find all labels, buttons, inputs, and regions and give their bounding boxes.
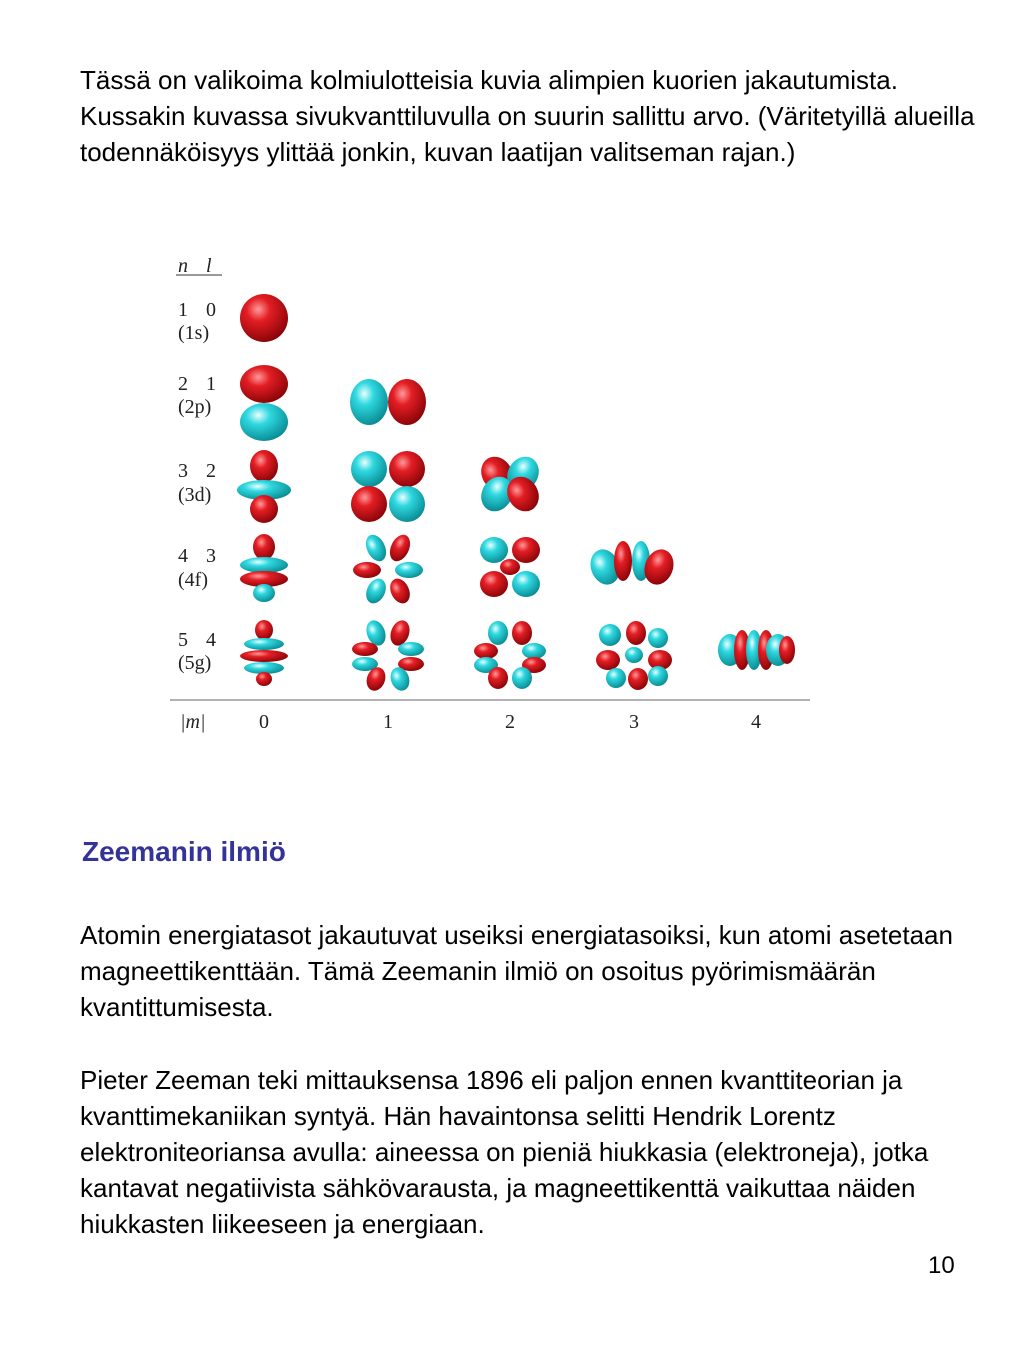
svg-text:3: 3 <box>206 545 216 567</box>
m-label-2: 2 <box>505 711 515 733</box>
orbital-2p-m1 <box>350 379 426 425</box>
svg-text:1: 1 <box>178 299 188 321</box>
row-label-5g <box>178 629 216 674</box>
page-number: 10 <box>928 1252 955 1279</box>
svg-text:0: 0 <box>206 299 216 321</box>
section-heading: Zeemanin ilmiö <box>82 836 286 867</box>
orbital-1s-m0 <box>240 294 288 342</box>
svg-text:2: 2 <box>178 373 188 395</box>
svg-text:(4f): (4f) <box>178 569 208 591</box>
orbital-4f-m0 <box>240 534 288 602</box>
orbital-3d-m0 <box>237 450 291 523</box>
m-label-1: 1 <box>383 711 393 733</box>
orbital-4f-m2 <box>480 537 540 597</box>
svg-text:(1s): (1s) <box>178 322 210 344</box>
orbital-4f-m3 <box>586 541 679 589</box>
row-label-3d <box>178 460 216 506</box>
svg-text:5: 5 <box>178 629 188 651</box>
orbital-5g-m2 <box>474 621 546 689</box>
svg-text:2: 2 <box>206 460 216 482</box>
orbital-3d-m2 <box>475 451 545 517</box>
orbital-5g-m1 <box>352 618 424 694</box>
header-l: l <box>206 255 212 277</box>
orbital-2p-m0 <box>240 365 288 441</box>
svg-text:3: 3 <box>178 460 188 482</box>
svg-text:1: 1 <box>206 373 216 395</box>
m-label-0: 0 <box>259 711 269 733</box>
m-axis-label: |m| <box>180 711 206 733</box>
orbital-diagram <box>160 245 820 745</box>
svg-text:(5g): (5g) <box>178 652 212 674</box>
m-label-4: 4 <box>751 711 761 733</box>
svg-text:(3d): (3d) <box>178 484 212 506</box>
body-paragraph-1: Atomin energiatasot jakautuvat useiksi energiatasoiksi, kun atomi asetetaan magneettikenttään. Tämä Zeemanin ilmiö on osoitus pyörimismäärän kvantittumisesta. <box>80 920 953 1022</box>
orbital-3d-m1 <box>351 451 425 522</box>
orbital-figure <box>160 245 820 745</box>
row-label-2p <box>178 373 216 418</box>
svg-text:(2p): (2p) <box>178 396 212 418</box>
row-label-1s <box>178 299 216 344</box>
orbital-5g-m3 <box>596 621 672 690</box>
orbital-5g-m0 <box>240 620 288 686</box>
orbital-5g-m4 <box>718 630 795 670</box>
m-label-3: 3 <box>629 711 639 733</box>
svg-text:4: 4 <box>206 629 216 651</box>
body-paragraph-2: Pieter Zeeman teki mittauksensa 1896 eli paljon ennen kvanttiteorian ja kvanttimekaniikan syntyä. Hän havaintonsa selitti Hendrik Lorentz elektroniteoriansa avulla: aineessa on pieniä hiukkasia (elektroneja), jotka kantavat negatiivista sähkövarausta, ja magneettikenttä vaikuttaa näiden hiukkasten liikeeseen ja energiaan. <box>80 1065 929 1239</box>
orbital-4f-m1 <box>353 532 423 607</box>
intro-paragraph: Tässä on valikoima kolmiulotteisia kuvia alimpien kuorien jakautumista. Kussakin kuvassa sivukvanttiluvulla on suurin sallittu arvo. (Väritetyillä alueilla todennäköisyys ylittää jonkin, kuvan laatijan valitseman rajan.) <box>80 65 975 167</box>
svg-text:4: 4 <box>178 545 188 567</box>
row-label-4f <box>178 545 216 591</box>
header-n: n <box>178 255 188 277</box>
